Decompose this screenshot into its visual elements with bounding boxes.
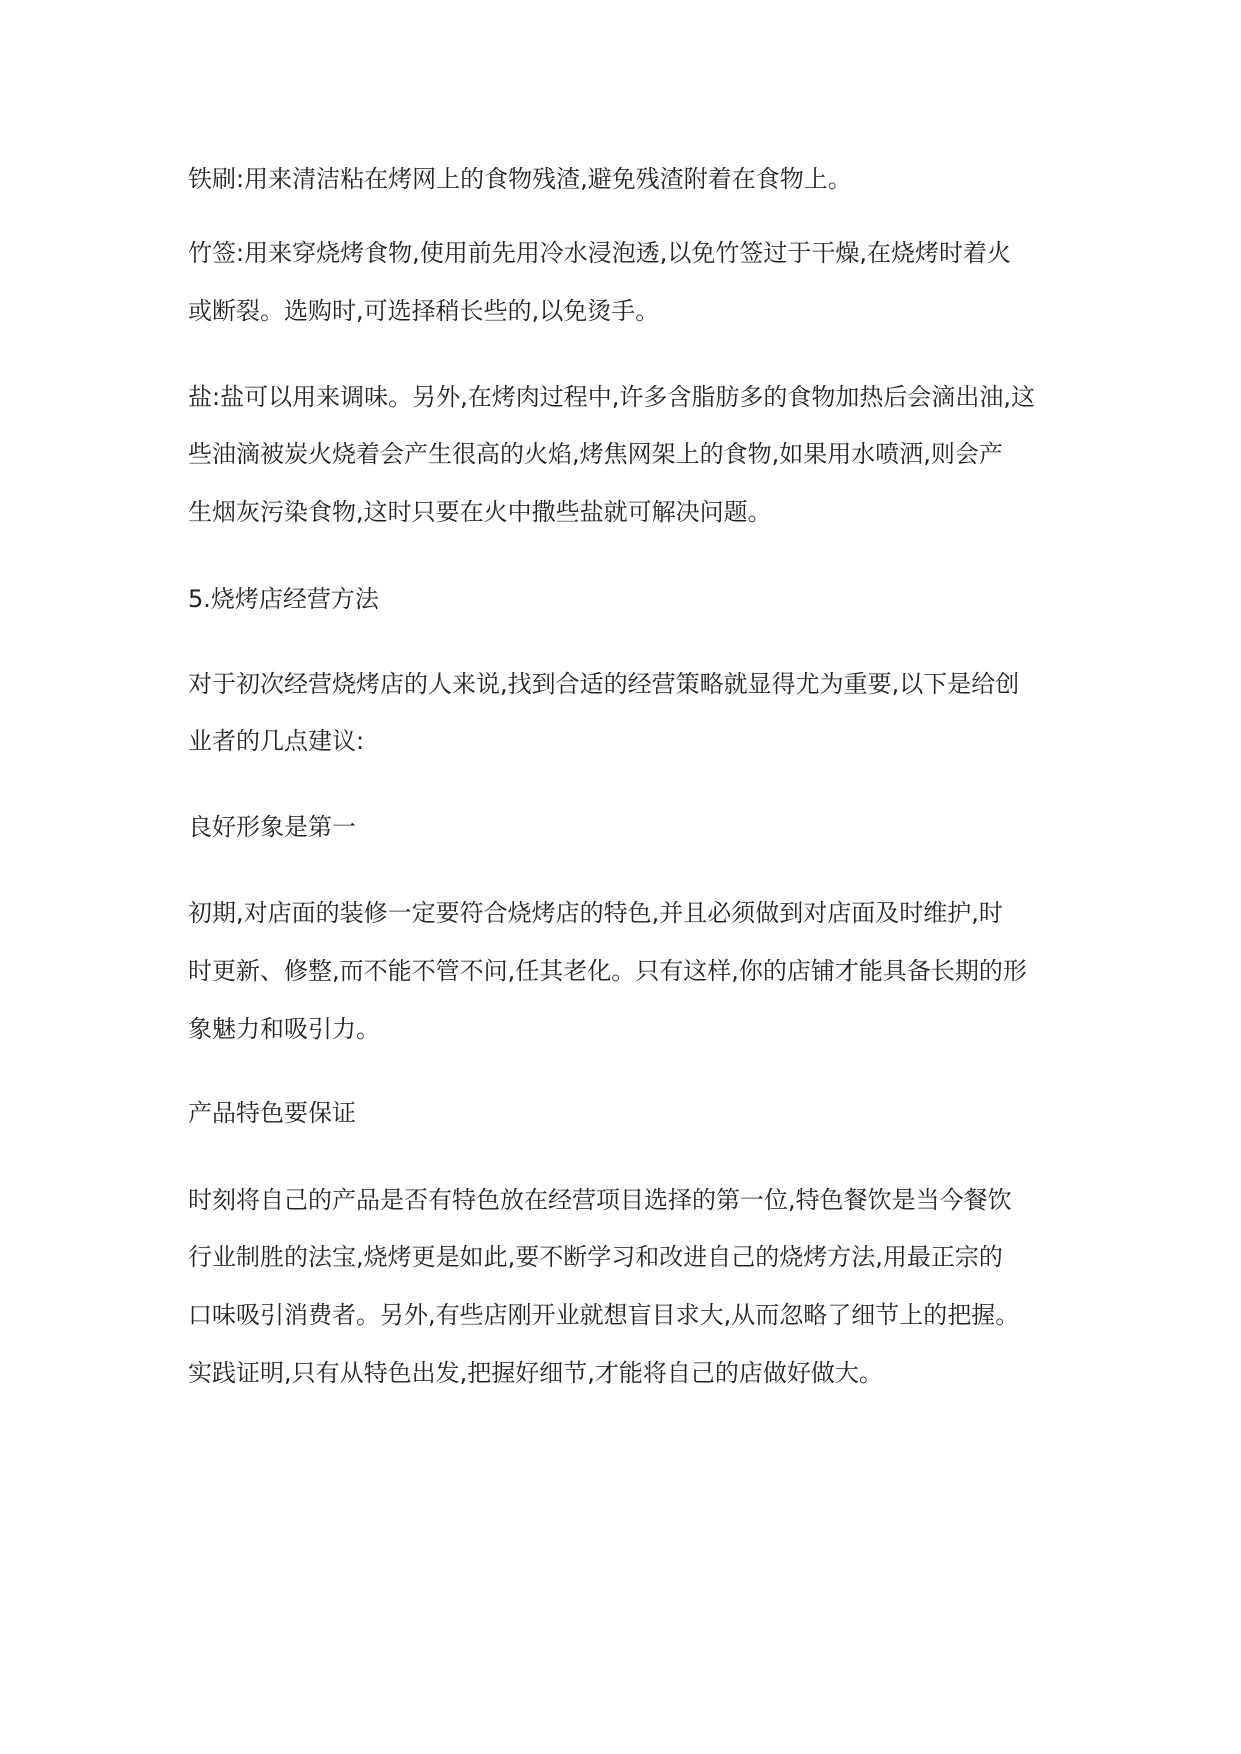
paragraph-product-line-1: 时刻将自己的产品是否有特色放在经营项目选择的第一位,特色餐饮是当今餐饮: [188, 1186, 1012, 1214]
paragraph-product-line-3: 口味吸引消费者。另外,有些店刚开业就想盲目求大,从而忽略了细节上的把握。: [188, 1301, 1020, 1329]
section-heading: 5.烧烤店经营方法: [188, 585, 379, 613]
paragraph-image-line-2: 时更新、修整,而不能不管不问,任其老化。只有这样,你的店铺才能具备长期的形: [188, 957, 1027, 985]
paragraph-wire-brush-line-1: 铁刷:用来清洁粘在烤网上的食物残渣,避免残渣附着在食物上。: [188, 165, 852, 193]
paragraph-intro-line-1: 对于初次经营烧烤店的人来说,找到合适的经营策略就显得尤为重要,以下是给创: [188, 670, 1020, 698]
paragraph-bamboo-skewer-line-1: 竹签:用来穿烧烤食物,使用前先用冷水浸泡透,以免竹签过于干燥,在烧烤时着火: [188, 239, 1011, 267]
paragraph-salt-line-3: 生烟灰污染食物,这时只要在火中撒些盐就可解决问题。: [188, 498, 772, 526]
paragraph-bamboo-skewer-line-2: 或断裂。选购时,可选择稍长些的,以免烫手。: [188, 297, 660, 325]
subheading-image: 良好形象是第一: [188, 813, 356, 841]
paragraph-image-line-1: 初期,对店面的装修一定要符合烧烤店的特色,并且必须做到对店面及时维护,时: [188, 899, 1003, 927]
paragraph-salt-line-2: 些油滴被炭火烧着会产生很高的火焰,烤焦网架上的食物,如果用水喷洒,则会产: [188, 440, 1003, 468]
paragraph-intro-line-2: 业者的几点建议:: [188, 727, 365, 755]
paragraph-product-line-4: 实践证明,只有从特色出发,把握好细节,才能将自己的店做好做大。: [188, 1359, 883, 1387]
subheading-product: 产品特色要保证: [188, 1099, 356, 1127]
paragraph-salt-line-1: 盐:盐可以用来调味。另外,在烤肉过程中,许多含脂肪多的食物加热后会滴出油,这: [188, 383, 1035, 411]
paragraph-image-line-3: 象魅力和吸引力。: [188, 1015, 380, 1043]
paragraph-product-line-2: 行业制胜的法宝,烧烤更是如此,要不断学习和改进自己的烧烤方法,用最正宗的: [188, 1243, 1003, 1271]
